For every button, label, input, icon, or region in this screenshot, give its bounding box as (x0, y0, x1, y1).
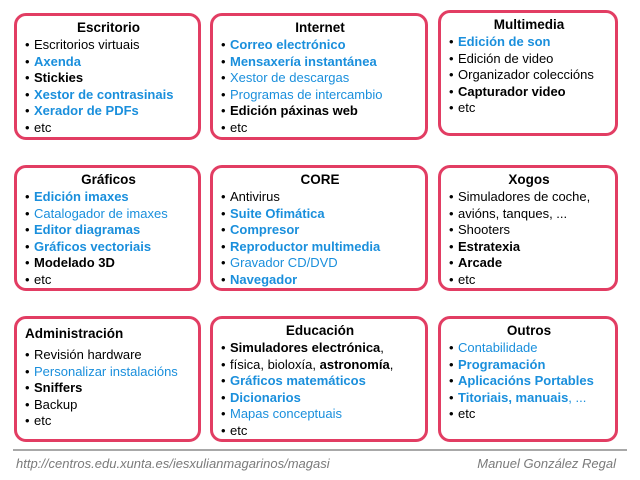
box-xogos (438, 165, 618, 291)
list-item (449, 67, 609, 84)
footer-url: http://centros.edu.xunta.es/iesxulianmagarinos/magasi (16, 456, 330, 471)
list-item (25, 255, 192, 272)
box-items (221, 37, 419, 136)
list-item (221, 189, 419, 206)
item-text: , (380, 340, 384, 355)
box-title: Internet (295, 20, 345, 35)
box-title: Multimedia (493, 17, 565, 32)
item-text: Organizador coleccións (458, 67, 594, 82)
item-text: Backup (34, 396, 78, 412)
list-item (25, 347, 192, 364)
item-text: Gravador CD/DVD (230, 255, 338, 270)
item-text: etc (458, 406, 476, 421)
item-text: avións, tanques, ... (458, 205, 568, 221)
item-text: Xerador de PDFs (34, 103, 139, 118)
list-item (449, 34, 609, 51)
item-text: etc (230, 422, 248, 438)
item-text: astronomía (319, 356, 390, 372)
item-text: Programación (458, 356, 546, 372)
item-text: etc (34, 271, 52, 287)
box-core (210, 165, 428, 291)
item-text: Edición de video (458, 50, 554, 66)
item-text: Revisión hardware (34, 347, 142, 362)
list-item (221, 120, 419, 137)
item-text: Modelado 3D (34, 255, 115, 270)
list-item (449, 390, 609, 407)
list-item (221, 239, 419, 256)
list-item (221, 222, 419, 239)
item-text: etc (34, 413, 52, 428)
item-text: Personalizar instalacións (34, 363, 178, 379)
list-item (221, 255, 419, 272)
item-text: Simuladores electrónica (230, 340, 381, 355)
item-text: Mensaxería instantánea (230, 53, 377, 69)
box-title: Administración (25, 326, 124, 341)
list-item (221, 406, 419, 423)
list-item (221, 70, 419, 87)
list-item (25, 272, 192, 289)
item-text: Xestor de contrasinais (34, 86, 174, 102)
item-text: etc (34, 119, 52, 135)
item-text: Mapas conceptuais (230, 406, 343, 421)
box-items (25, 189, 192, 288)
list-item (449, 357, 609, 374)
list-item (25, 222, 192, 239)
item-text: Xestor de descargas (230, 70, 350, 85)
box-title: CORE (300, 172, 340, 187)
box-outros (438, 316, 618, 442)
list-item (449, 272, 609, 289)
item-text: física, bioloxía, (230, 356, 320, 372)
item-text: Reproductor multimedia (230, 238, 381, 254)
box-title: Educación (285, 323, 355, 338)
item-text: Correo electrónico (230, 37, 346, 52)
list-item (449, 206, 609, 223)
item-text: Edición imaxes (34, 189, 129, 204)
list-item (25, 37, 192, 54)
box-escritorio (14, 13, 201, 140)
list-item (449, 189, 609, 206)
item-text: etc (230, 119, 248, 135)
item-text: , ... (568, 389, 587, 405)
item-text: , (389, 356, 394, 372)
box-title: Escritorio (76, 20, 141, 35)
list-item (221, 423, 419, 440)
list-item (25, 364, 192, 381)
box-items (25, 37, 192, 136)
list-item (221, 206, 419, 223)
item-text: Aplicacións Portables (458, 373, 594, 388)
list-item (25, 87, 192, 104)
list-item (221, 357, 419, 374)
item-text: Navegador (230, 271, 298, 287)
box-title: Outros (506, 323, 552, 338)
list-item (25, 103, 192, 120)
box-items (25, 347, 192, 430)
list-item (25, 206, 192, 223)
box-graficos (14, 165, 201, 291)
box-educacion (210, 316, 428, 442)
item-text: Arcade (458, 255, 503, 270)
item-text: Capturador video (458, 83, 566, 99)
item-text: Escritorios virtuais (34, 37, 140, 52)
item-text: Edición páxinas web (230, 103, 358, 118)
list-item (25, 239, 192, 256)
list-item (221, 373, 419, 390)
footer-divider (13, 449, 627, 451)
list-item (25, 397, 192, 414)
item-text: Catalogador de imaxes (34, 205, 168, 221)
list-item (449, 255, 609, 272)
item-text: etc (458, 100, 476, 115)
item-text: Axenda (34, 53, 81, 69)
list-item (449, 373, 609, 390)
item-text: Simuladores de coche, (458, 189, 591, 204)
list-item (221, 340, 419, 357)
list-item (449, 100, 609, 117)
item-text: Compresor (230, 222, 300, 237)
box-items (449, 340, 609, 423)
item-text: Titoriais, manuais (458, 389, 569, 405)
box-title: Gráficos (81, 172, 136, 187)
list-item (449, 340, 609, 357)
item-text: Stickies (34, 70, 84, 85)
list-item (25, 189, 192, 206)
item-text: Editor diagramas (34, 222, 141, 237)
box-administracion (14, 316, 201, 442)
item-text: Sniffers (34, 380, 83, 395)
list-item (221, 272, 419, 289)
list-item (25, 70, 192, 87)
list-item (449, 51, 609, 68)
item-text: Antivirus (230, 189, 280, 204)
list-item (221, 390, 419, 407)
footer-author: Manuel González Regal (477, 456, 616, 471)
list-item (221, 103, 419, 120)
list-item (25, 120, 192, 137)
item-text: Edición de son (458, 34, 551, 49)
list-item (221, 54, 419, 71)
list-item (221, 87, 419, 104)
item-text: Programas de intercambio (230, 86, 383, 102)
list-item (25, 413, 192, 430)
box-items (449, 34, 609, 117)
list-item (449, 406, 609, 423)
list-item (449, 84, 609, 101)
box-items (449, 189, 609, 288)
box-items (221, 189, 419, 288)
list-item (221, 37, 419, 54)
box-title: Xogos (508, 172, 550, 187)
item-text: etc (458, 271, 476, 287)
item-text: Gráficos matemáticos (230, 373, 366, 388)
list-item (449, 222, 609, 239)
box-internet (210, 13, 428, 140)
box-multimedia (438, 10, 618, 136)
item-text: Estratexia (458, 238, 521, 254)
list-item (25, 380, 192, 397)
item-text: Gráficos vectoriais (34, 238, 152, 254)
box-items (221, 340, 419, 439)
item-text: Suite Ofimática (230, 205, 325, 221)
item-text: Dicionarios (230, 389, 301, 405)
list-item (449, 239, 609, 256)
item-text: Contabilidade (458, 340, 538, 355)
item-text: Shooters (458, 222, 511, 237)
list-item (25, 54, 192, 71)
